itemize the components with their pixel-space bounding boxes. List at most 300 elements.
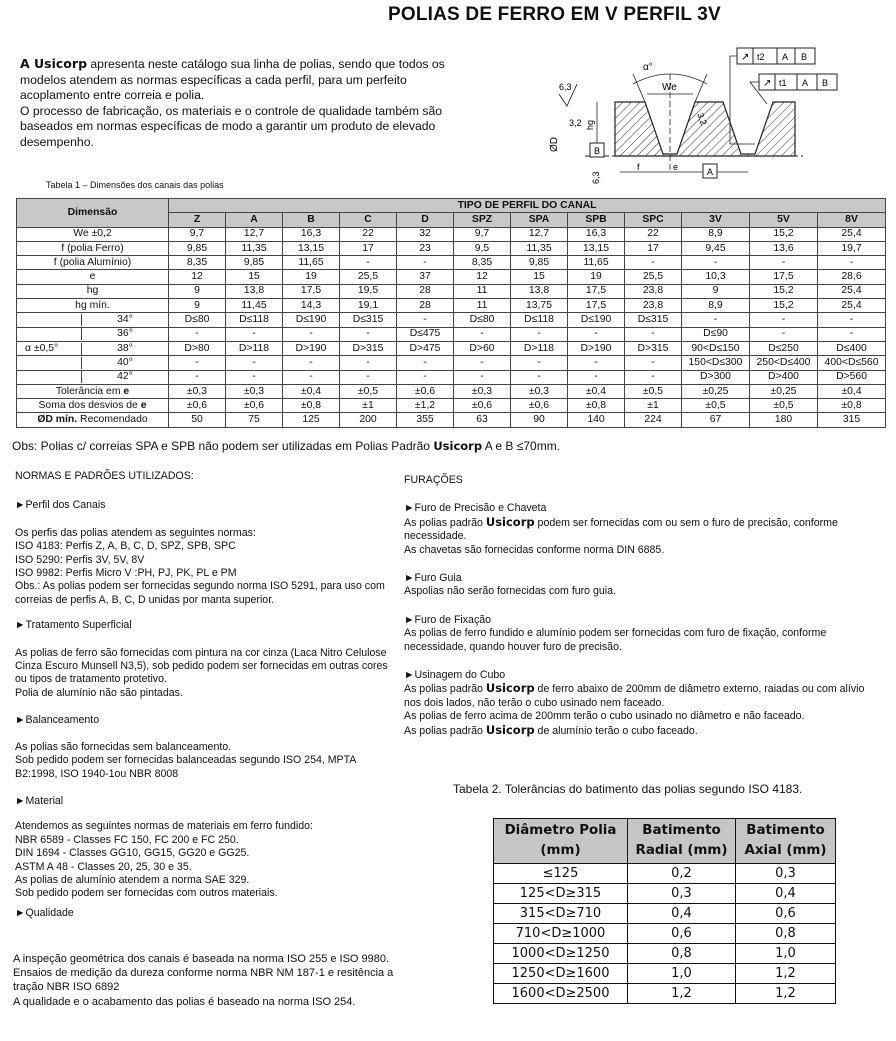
text-line: ASTM A 48 - Classes 20, 25, 30 e 35.	[15, 860, 192, 873]
diagram-tol-a2: A	[782, 52, 789, 62]
table-cell: 25,5	[340, 270, 397, 284]
precision-hole-title: ►Furo de Precisão e Chaveta	[404, 502, 547, 515]
table-cell: 0,4	[628, 904, 736, 924]
diagram-label-hg: hg	[585, 119, 595, 130]
intro-text-2: O processo de fabricação, os materiais e o controle de qualidade também são baseados em normas específicas de modo a garantir um produto de elevado desempenho.	[20, 103, 443, 149]
text-line: As polias são fornecidas sem balanceamento.	[15, 740, 232, 753]
table-cell: D≤475	[397, 327, 454, 341]
table-cell: ±0,4	[818, 384, 886, 398]
table-cell: -	[169, 327, 226, 341]
runout-tolerance-table	[493, 818, 836, 1004]
table-cell: -	[625, 370, 682, 384]
hub-machining-text-3: As polias padrão Usicorp de alumínio terão o cubo faceado.	[404, 722, 698, 737]
table-cell: -	[568, 370, 625, 384]
table-cell: 9,85	[169, 241, 226, 255]
table-cell: -	[397, 370, 454, 384]
table-cell: ±0,4	[568, 384, 625, 398]
diagram-label-63-bottom: 6,3	[591, 171, 601, 184]
obs-note	[12, 439, 560, 453]
text-line: Polia de alumínio não são pintadas.	[15, 686, 183, 699]
table-cell: 90	[511, 413, 568, 427]
table-cell: 10,3	[682, 270, 750, 284]
table-cell: 1,2	[736, 964, 836, 984]
table-cell: 19,1	[340, 299, 397, 313]
profile-column-header: SPZ	[454, 213, 511, 227]
row-label: f (polia Ferro)	[17, 241, 169, 255]
table-cell: ±0,8	[568, 399, 625, 413]
table-cell: 1250<D≥1600	[494, 964, 628, 984]
table-cell: 67	[682, 413, 750, 427]
table-cell: -	[511, 370, 568, 384]
table-cell: -	[568, 327, 625, 341]
table-cell: 13,15	[283, 241, 340, 255]
table-cell: ±0,3	[454, 384, 511, 398]
table-cell: 32	[397, 227, 454, 241]
table-row	[17, 256, 886, 270]
row-label: We ±0,2	[17, 227, 169, 241]
profile-column-header: 3V	[682, 213, 750, 227]
table-cell: 8,9	[682, 299, 750, 313]
table-cell: 12,7	[226, 227, 283, 241]
table-cell: -	[283, 327, 340, 341]
angle-value: 36°	[81, 328, 168, 340]
table-cell: 16,3	[568, 227, 625, 241]
table-cell: -	[750, 327, 818, 341]
table-cell: D≤118	[511, 313, 568, 327]
table-row	[494, 964, 836, 984]
table-cell: D≤80	[454, 313, 511, 327]
table-cell: -	[340, 370, 397, 384]
text-line: ISO 5290: Perfis 3V, 5V, 8V	[15, 553, 145, 566]
table-cell: ±0,6	[226, 399, 283, 413]
table-cell: 19	[283, 270, 340, 284]
table-cell: 8,9	[682, 227, 750, 241]
table-row	[17, 413, 886, 427]
table-cell: 11	[454, 299, 511, 313]
table-cell: -	[568, 356, 625, 370]
table-cell: -	[454, 370, 511, 384]
table-cell: 355	[397, 413, 454, 427]
table-cell: D≤315	[340, 313, 397, 327]
table-cell: 9	[169, 299, 226, 313]
table-cell: 19	[568, 270, 625, 284]
table-cell: ±0,6	[511, 399, 568, 413]
table-cell: ±0,3	[226, 384, 283, 398]
table-cell: 13,75	[511, 299, 568, 313]
row-label: Soma dos desvios de e	[17, 399, 169, 413]
perfil-lines	[15, 527, 395, 607]
table-row	[494, 924, 836, 944]
table-cell: D>118	[226, 341, 283, 355]
column-header: Batimento Radial (mm)	[628, 819, 736, 864]
svg-text:↗: ↗	[741, 52, 750, 63]
table-cell: 63	[454, 413, 511, 427]
table-row	[17, 227, 886, 241]
text-line: Atendemos as seguintes normas de materiais em ferro fundido:	[15, 820, 313, 833]
profile-column-header: C	[340, 213, 397, 227]
text-line: NBR 6589 - Classes FC 150, FC 200 e FC 250.	[15, 833, 239, 846]
table-cell: D>315	[625, 341, 682, 355]
profile-column-header: SPA	[511, 213, 568, 227]
row-label: hg	[17, 284, 169, 298]
table-row	[17, 284, 886, 298]
table-cell: 9	[169, 284, 226, 298]
table-cell: ±1	[625, 399, 682, 413]
table-cell: ±0,6	[454, 399, 511, 413]
table-cell: 1,0	[628, 964, 736, 984]
hub-machining-text-2: As polias de ferro acima de 200mm terão o cubo usinado no diâmetro e não faceado.	[404, 710, 805, 723]
profile-column-header: 5V	[750, 213, 818, 227]
table-cell: 125	[283, 413, 340, 427]
table-cell: 13,8	[226, 284, 283, 298]
table-cell: 8,35	[454, 256, 511, 270]
table-cell: 315	[818, 413, 886, 427]
table-cell: ±0,5	[340, 384, 397, 398]
angle-label	[17, 341, 169, 355]
table-cell: 12,7	[511, 227, 568, 241]
table-cell: D≤190	[283, 313, 340, 327]
table-row	[17, 270, 886, 284]
table-cell: 400<D≤560	[818, 356, 886, 370]
perfil-title: ►Perfil dos Canais	[15, 499, 106, 512]
table-cell: 17	[625, 241, 682, 255]
table-cell: 11,35	[226, 241, 283, 255]
table-row	[17, 327, 886, 341]
table-cell: -	[397, 356, 454, 370]
table-cell: -	[340, 327, 397, 341]
table-cell: -	[226, 356, 283, 370]
table-cell: 315<D≥710	[494, 904, 628, 924]
table-cell: 17,5	[750, 270, 818, 284]
alpha-label	[17, 371, 81, 383]
table-cell: D>475	[397, 341, 454, 355]
table-cell: 11,35	[511, 241, 568, 255]
diagram-tol-t2: t2	[757, 52, 765, 62]
table-cell: D>560	[818, 370, 886, 384]
profile-dimensions-table	[16, 198, 886, 428]
table-row	[17, 313, 886, 327]
table-cell: ±0,6	[169, 399, 226, 413]
table-row	[17, 384, 886, 398]
table-cell: ±0,8	[283, 399, 340, 413]
table-cell: ±0,8	[818, 399, 886, 413]
row-label: f (polia Alumínio)	[17, 256, 169, 270]
diagram-label-e: e	[673, 162, 679, 172]
table-cell: 17	[340, 241, 397, 255]
table-cell: D>315	[340, 341, 397, 355]
diagram-label-od: ØD	[549, 137, 560, 152]
diagram-label-32-top: 3,2	[695, 111, 709, 127]
table-cell: 50	[169, 413, 226, 427]
table-cell: 1,0	[736, 944, 836, 964]
holes-column	[404, 474, 874, 738]
table-row	[17, 341, 886, 355]
diagram-label-32-left: 3,2	[569, 118, 582, 128]
table-cell: -	[625, 256, 682, 270]
standards-heading: NORMAS E PADRÕES UTILIZADOS:	[15, 470, 194, 482]
table-cell: 23	[397, 241, 454, 255]
table-cell: D>80	[169, 341, 226, 355]
table-cell: 25,4	[818, 284, 886, 298]
diagram-tol-a1: A	[802, 78, 809, 88]
table-cell: D>190	[283, 341, 340, 355]
row-label: Tolerância em e	[17, 384, 169, 398]
table-cell: -	[625, 356, 682, 370]
guide-hole-title: ►Furo Guia	[404, 572, 462, 585]
quality-lines	[13, 952, 423, 1009]
table-cell: D≤400	[818, 341, 886, 355]
table-cell: 17,5	[568, 284, 625, 298]
table-cell: 9,5	[454, 241, 511, 255]
angle-value: 34°	[81, 314, 168, 326]
table-cell: 28	[397, 284, 454, 298]
table-cell: 140	[568, 413, 625, 427]
profile-group-header: TIPO DE PERFIL DO CANAL	[169, 199, 886, 213]
table-cell: 15,2	[750, 284, 818, 298]
table-cell: -	[750, 256, 818, 270]
table-cell: 1600<D≥2500	[494, 984, 628, 1004]
table-cell: 28	[397, 299, 454, 313]
table1-caption: Tabela 1 – Dimensões dos canais das polias	[46, 180, 224, 190]
table-cell: 200	[340, 413, 397, 427]
text-line: Obs.: As polias podem ser fornecidas segundo norma ISO 5291, para uso com correias de perfis A, B, C, D unidas por manta superior.	[15, 580, 385, 606]
text-line: Ensaios de medição da dureza conforme norma NBR NM 187-1 e resitência a tração NBR ISO 6892	[13, 967, 394, 994]
holes-heading: FURAÇÕES	[404, 474, 463, 486]
table-cell: 37	[397, 270, 454, 284]
table-cell: 25,5	[625, 270, 682, 284]
table-cell: D≤190	[568, 313, 625, 327]
table-cell: ±0,5	[625, 384, 682, 398]
table-cell: 0,6	[628, 924, 736, 944]
table-cell: -	[226, 370, 283, 384]
text-line: Sob pedido podem ser fornecidas com outros materiais.	[15, 887, 278, 900]
row-label: e	[17, 270, 169, 284]
groove-profile-diagram	[545, 44, 845, 189]
table-cell: D>190	[568, 341, 625, 355]
table-cell: -	[818, 256, 886, 270]
table-cell: 9,45	[682, 241, 750, 255]
table-cell: 75	[226, 413, 283, 427]
table-cell: 11,65	[283, 256, 340, 270]
precision-hole-text: As polias padrão Usicorp podem ser fornecidas com ou sem o furo de precisão, conforme necessidade.	[404, 514, 838, 543]
table-cell: D>118	[511, 341, 568, 355]
balance-lines	[15, 741, 395, 781]
table-cell: ±0,3	[169, 384, 226, 398]
intro-text-1: apresenta neste catálogo sua linha de polias, sendo que todos os modelos atendem as normas específicas a cada perfil, para um perfeito acoplamento entre correia e polia.	[20, 57, 445, 103]
alpha-label	[17, 314, 81, 326]
table-cell: -	[340, 356, 397, 370]
table-cell: 23,8	[625, 284, 682, 298]
table-cell: -	[397, 313, 454, 327]
table-cell: -	[750, 313, 818, 327]
table-cell: -	[682, 313, 750, 327]
angle-value: 40°	[81, 357, 168, 369]
diagram-label-we: We	[662, 82, 677, 93]
table-cell: 1,2	[736, 984, 836, 1004]
diagram-label-63-top: 6,3	[559, 82, 572, 92]
table-cell: -	[226, 327, 283, 341]
table-cell: ±0,25	[682, 384, 750, 398]
table-cell: 11,65	[568, 256, 625, 270]
text-line: A qualidade e o acabamento das polias é baseado na norma ISO 254.	[13, 995, 356, 1008]
table-cell: 15,2	[750, 299, 818, 313]
intro-paragraph	[20, 56, 460, 151]
table-cell: 12	[454, 270, 511, 284]
table-cell: 1000<D≥1250	[494, 944, 628, 964]
table-cell: 90<D≤150	[682, 341, 750, 355]
profile-column-header: SPB	[568, 213, 625, 227]
table-cell: ±1,2	[397, 399, 454, 413]
text-line: A inspeção geométrica dos canais é baseada na norma ISO 255 e ISO 9980.	[13, 953, 390, 965]
diagram-tol-t1: t1	[779, 78, 787, 88]
page-title: POLIAS DE FERRO EM V PERFIL 3V	[388, 4, 721, 25]
table-cell: ±0,5	[682, 399, 750, 413]
table-cell: 9,85	[226, 256, 283, 270]
text-line: Os perfis das polias atendem as seguintes normas:	[15, 526, 256, 539]
dimension-header: Dimensão	[17, 199, 169, 228]
table-cell: 250<D≤400	[750, 356, 818, 370]
table-cell: 15,2	[750, 227, 818, 241]
profile-column-header: SPC	[625, 213, 682, 227]
table-cell: 11	[454, 284, 511, 298]
table-row	[17, 370, 886, 384]
table-cell: -	[511, 327, 568, 341]
table-row	[494, 864, 836, 884]
text-line: ISO 4183: Perfis Z, A, B, C, D, SPZ, SPB, SPC	[15, 540, 236, 553]
table-cell: -	[818, 313, 886, 327]
angle-label	[17, 327, 169, 341]
table-row	[17, 356, 886, 370]
fixing-hole-title: ►Furo de Fixação	[404, 613, 492, 626]
table-cell: D≤250	[750, 341, 818, 355]
table-cell: 0,3	[628, 884, 736, 904]
table-cell: 9,7	[169, 227, 226, 241]
table-cell: 0,8	[628, 944, 736, 964]
table-cell: 13,6	[750, 241, 818, 255]
table-cell: 17,5	[568, 299, 625, 313]
diagram-label-alpha: α°	[643, 62, 653, 73]
profile-column-header: 8V	[818, 213, 886, 227]
treatment-lines	[15, 647, 395, 701]
table-row	[494, 944, 836, 964]
table-cell: ±0,4	[283, 384, 340, 398]
table-cell: -	[397, 256, 454, 270]
table-cell: 15	[511, 270, 568, 284]
table-cell: 0,6	[736, 904, 836, 924]
text-line: As polias de alumínio atendem a norma SAE 329.	[15, 873, 250, 886]
angle-value: 38°	[81, 343, 168, 355]
table-cell: -	[625, 327, 682, 341]
table-cell: 23,8	[625, 299, 682, 313]
table-cell: 9,7	[454, 227, 511, 241]
table-row	[17, 399, 886, 413]
table-row	[494, 884, 836, 904]
table-cell: 9	[682, 284, 750, 298]
table-cell: 14,3	[283, 299, 340, 313]
alpha-label	[17, 357, 81, 369]
table-cell: 19,5	[340, 284, 397, 298]
profile-column-header: D	[397, 213, 454, 227]
table-cell: 8,35	[169, 256, 226, 270]
table-cell: 0,4	[736, 884, 836, 904]
column-header: Batimento Axial (mm)	[736, 819, 836, 864]
guide-hole-text: Aspolias não serão fornecidas com furo guia.	[404, 585, 616, 598]
obs-brand: Usicorp	[433, 439, 483, 453]
diagram-datum-a: A	[707, 167, 714, 177]
table-cell: -	[169, 370, 226, 384]
table-cell: 19,7	[818, 241, 886, 255]
table-cell: 22	[625, 227, 682, 241]
table-cell: ≤125	[494, 864, 628, 884]
table-cell: 25,4	[818, 227, 886, 241]
key-text: As chavetas são fornecidas conforme norma DIN 6885.	[404, 543, 665, 556]
table2-caption: Tabela 2. Tolerâncias do batimento das polias segundo ISO 4183.	[453, 782, 803, 796]
diagram-label-f: f	[637, 162, 640, 172]
table-cell: D≤90	[682, 327, 750, 341]
standards-column	[15, 470, 395, 920]
obs-text: Obs: Polias c/ correias SPA e SPB não podem ser utilizadas em Polias Padrão	[12, 439, 434, 453]
table-cell: -	[682, 256, 750, 270]
obs-text-end: A e B ≤70mm.	[482, 439, 561, 453]
quality-title: ►Qualidade	[15, 906, 74, 919]
material-lines	[15, 820, 395, 900]
table-row	[494, 904, 836, 924]
table-cell: 150<D≤300	[682, 356, 750, 370]
table-cell: 710<D≥1000	[494, 924, 628, 944]
table-cell: ±0,5	[750, 399, 818, 413]
table-cell: 180	[750, 413, 818, 427]
angle-label	[17, 356, 169, 370]
diagram-datum-b: B	[594, 146, 601, 156]
text-line: DIN 1694 - Classes GG10, GG15, GG20 e GG25.	[15, 847, 250, 860]
table-row	[17, 241, 886, 255]
angle-label	[17, 313, 169, 327]
table-cell: 12	[169, 270, 226, 284]
balance-title: ►Balanceamento	[15, 714, 100, 727]
table-cell: -	[283, 370, 340, 384]
table-cell: ±0,25	[750, 384, 818, 398]
table-cell: D≤80	[169, 313, 226, 327]
table-cell: 0,8	[736, 924, 836, 944]
hub-machining-text: As polias padrão Usicorp de ferro abaixo de 200mm de diâmetro externo, raiadas ou com alívio nos dois lados, não terão o cubo usinado nem faceado.	[404, 681, 865, 709]
material-title: ►Material	[15, 794, 64, 807]
column-header: Diâmetro Polia (mm)	[494, 819, 628, 864]
row-label: ØD mín. Recomendado	[17, 413, 169, 427]
table-cell: ±1	[340, 399, 397, 413]
text-line: Sob pedido podem ser fornecidas balanceadas segundo ISO 254, MPTA B2:1998, ISO 1940-1ou NBR 8008	[15, 754, 356, 780]
table-row	[494, 984, 836, 1004]
row-label: hg mín.	[17, 299, 169, 313]
text-line: As polias de ferro são fornecidas com pintura na cor cinza (Laca Nitro Celulose Cinza Escuro Munsell N3,5), sob pedido podem ser fornecidas em outras cores ou tipos de tratamento protetivo.	[15, 646, 388, 686]
table-cell: 1,2	[628, 984, 736, 1004]
profile-column-header: B	[283, 213, 340, 227]
table-cell: D>300	[682, 370, 750, 384]
table-cell: D≤315	[625, 313, 682, 327]
table-row	[17, 299, 886, 313]
table-cell: -	[454, 327, 511, 341]
table-cell: 22	[340, 227, 397, 241]
table-cell: -	[818, 327, 886, 341]
angle-value: 42°	[81, 371, 168, 383]
alpha-label: α ±0,5°	[25, 342, 59, 354]
table-cell: -	[511, 356, 568, 370]
table-cell: D≤118	[226, 313, 283, 327]
table-cell: -	[454, 356, 511, 370]
fixing-hole-text: As polias de ferro fundido e alumínio podem ser fornecidas com furo de fixação, conforme necessidade, quando houver furo de precisão.	[404, 627, 827, 653]
table-cell: 15	[226, 270, 283, 284]
table-cell: ±0,3	[511, 384, 568, 398]
table-cell: 17,5	[283, 284, 340, 298]
